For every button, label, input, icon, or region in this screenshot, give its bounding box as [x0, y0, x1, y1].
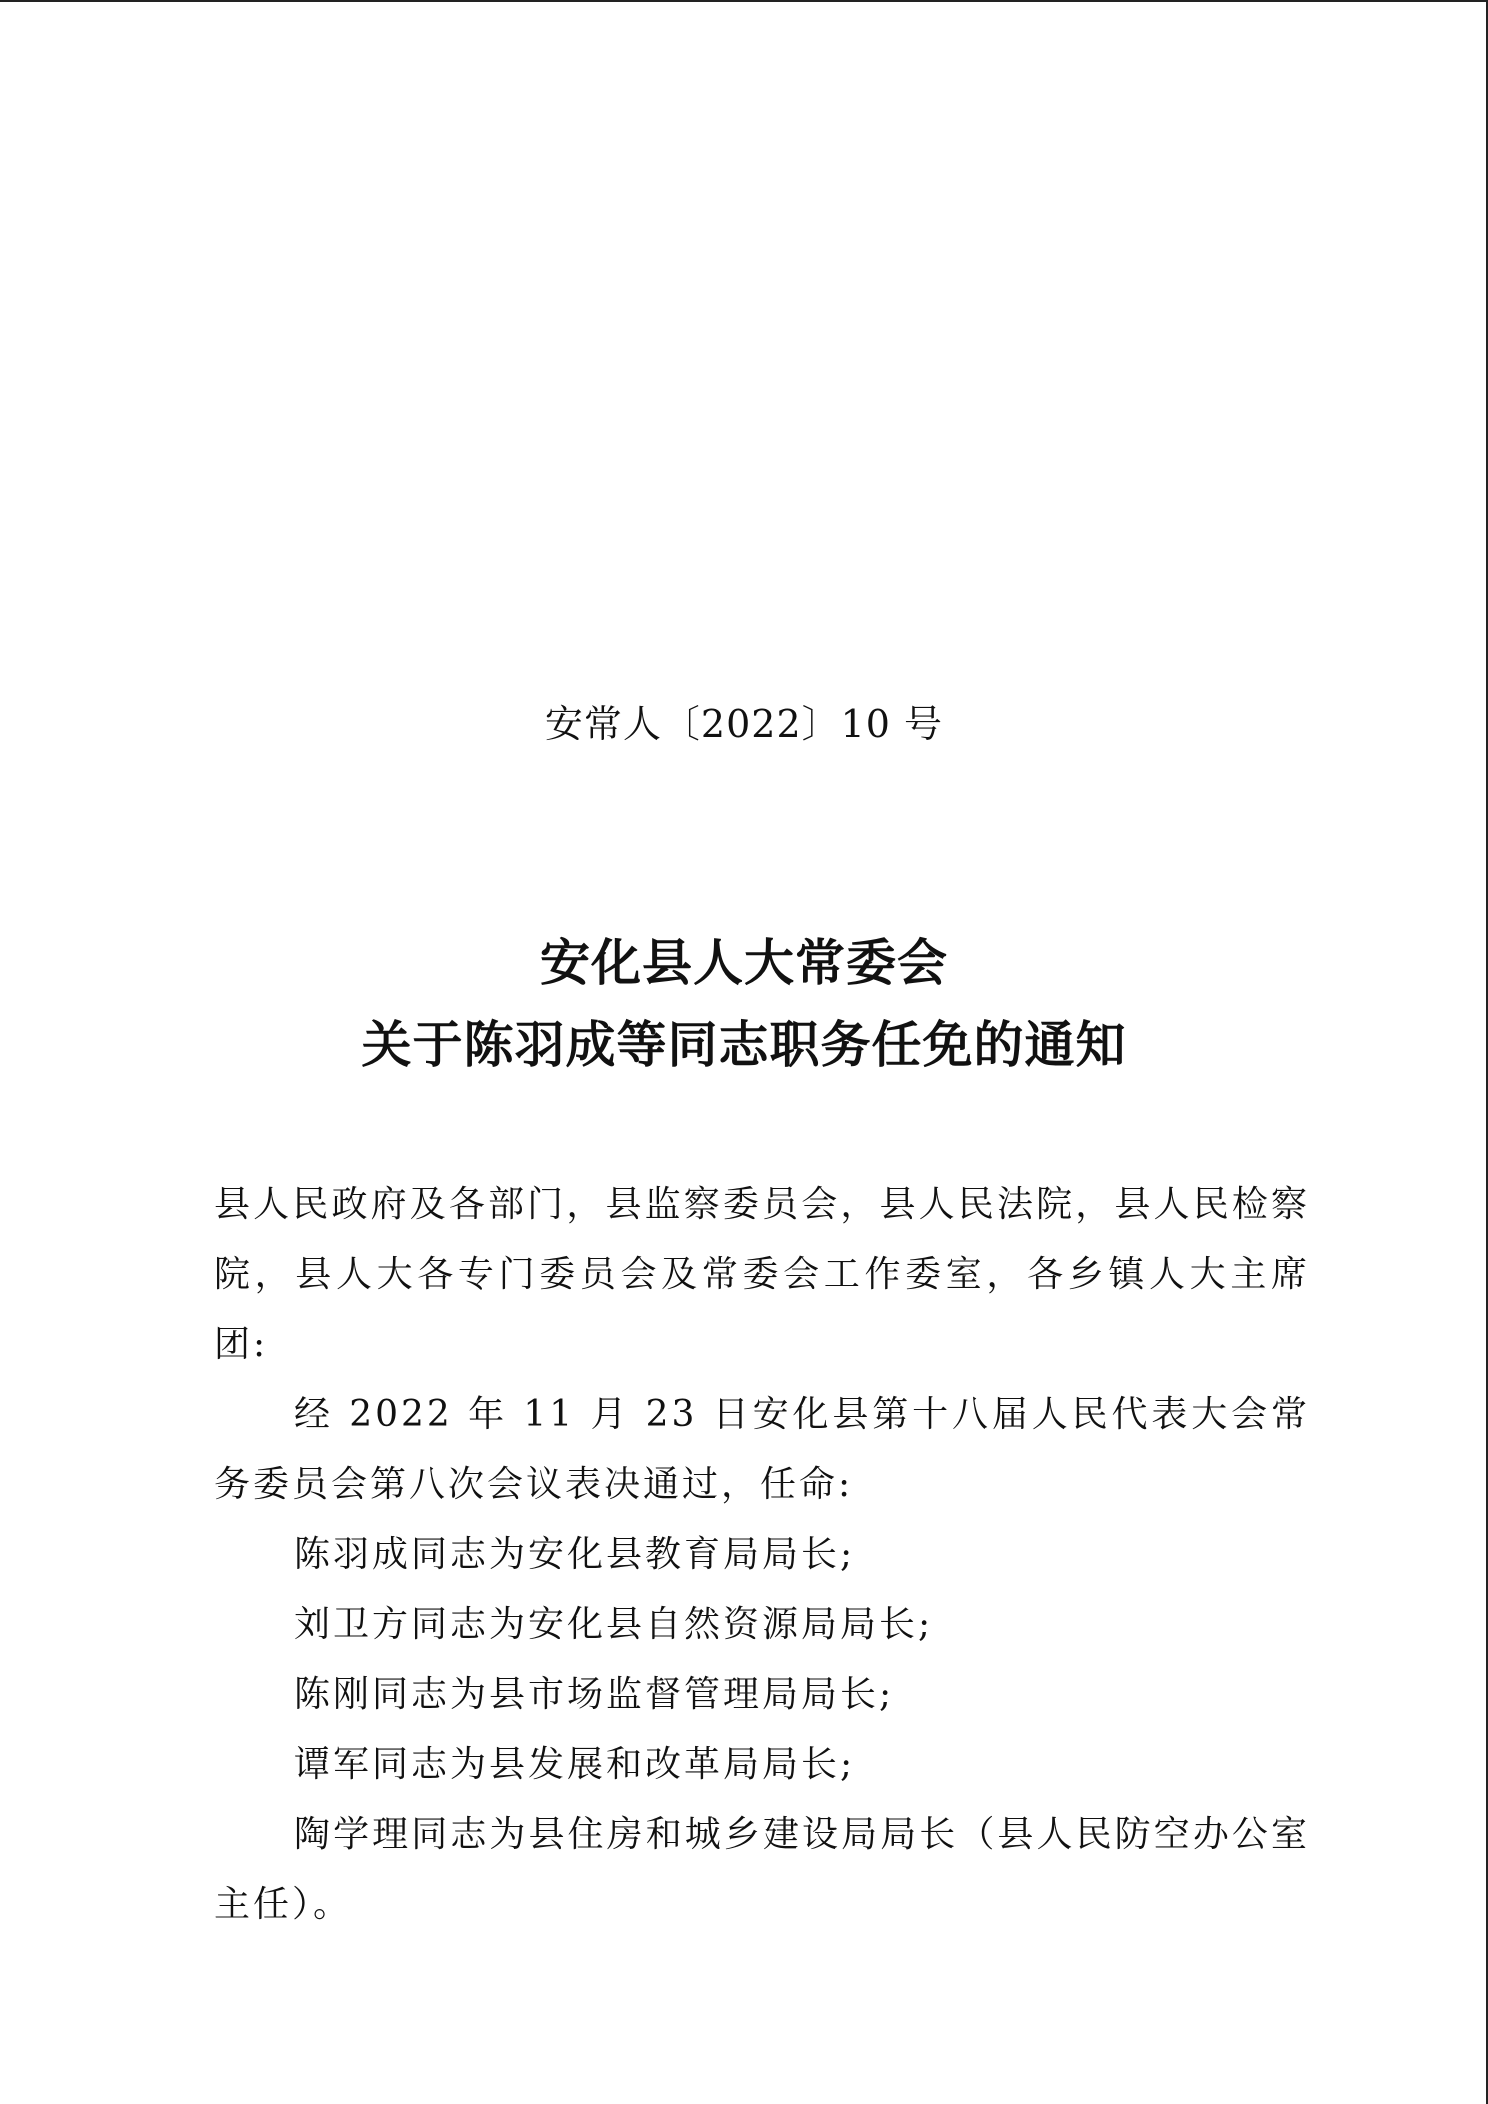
document-body: [214, 1170, 1310, 1940]
document-number: 安常人〔2022〕10 号: [544, 702, 944, 746]
appointment-item: 谭军同志为县发展和改革局局长;: [294, 1744, 856, 1785]
intro-paragraph: 经 2022 年 11 月 23 日安化县第十八届人民代表大会常务委员会第八次会议表决通过，任命:: [214, 1394, 1310, 1505]
document-title-line-2: 关于陈羽成等同志职务任免的通知: [361, 1016, 1127, 1074]
appointment-item: 陈刚同志为县市场监督管理局局长;: [294, 1674, 895, 1715]
appointment-item: 陶学理同志为县住房和城乡建设局局长（县人民防空办公室主任）。: [214, 1814, 1310, 1925]
appointment-item: 刘卫方同志为安化县自然资源局局长;: [294, 1604, 934, 1645]
recipients-paragraph: 县人民政府及各部门，县监察委员会，县人民法院，县人民检察院，县人大各专门委员会及常委会工作委室，各乡镇人大主席团:: [214, 1184, 1310, 1365]
document-title-line-1: 安化县人大常委会: [540, 934, 948, 992]
appointment-item: 陈羽成同志为安化县教育局局长;: [294, 1534, 856, 1575]
